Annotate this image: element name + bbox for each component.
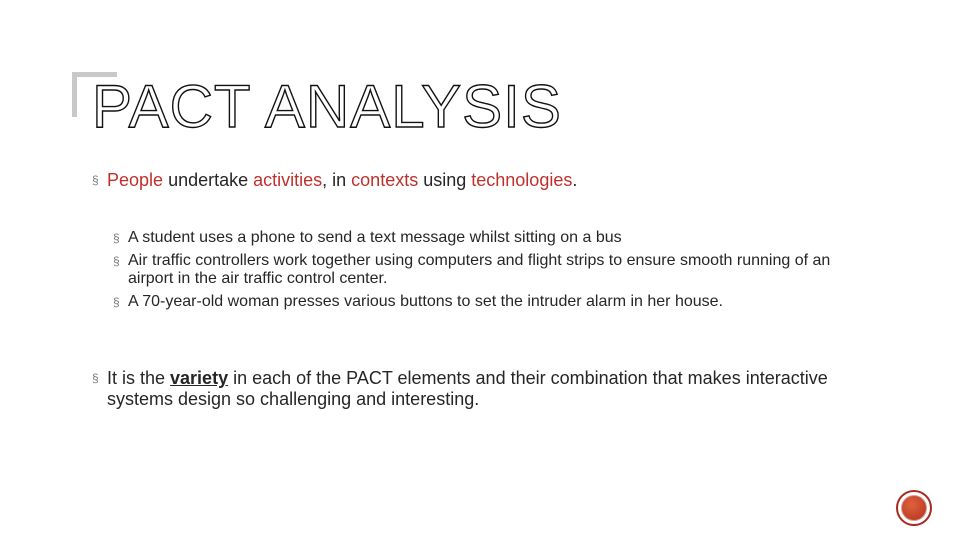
text-fragment: in each of the PACT elements and their combination that makes interactive systems design so challenging and interesting. xyxy=(107,368,828,409)
bullet-pact-definition xyxy=(92,170,852,191)
example-item xyxy=(113,293,833,311)
keyword-contexts: contexts xyxy=(351,170,419,190)
example-text: Air traffic controllers work together using computers and flight strips to ensure smooth running of an airport in the air traffic control center. xyxy=(128,252,831,287)
keyword-variety: variety xyxy=(170,368,229,388)
keyword-technologies: technologies xyxy=(471,170,573,190)
bullet-text xyxy=(92,170,852,191)
example-item xyxy=(113,229,833,247)
bullet-marker: § xyxy=(113,231,120,245)
bullet-marker: § xyxy=(113,254,120,268)
example-item xyxy=(113,252,833,288)
bullet-text xyxy=(92,368,852,410)
example-text: A 70-year-old woman presses various buttons to set the intruder alarm in her house. xyxy=(128,293,723,310)
bullet-marker: § xyxy=(92,371,99,385)
slide-title: PACT ANALYSIS xyxy=(92,73,562,140)
examples-list xyxy=(113,229,833,316)
bullet-marker: § xyxy=(113,295,120,309)
keyword-people: People xyxy=(107,170,164,190)
text-fragment: . xyxy=(572,170,578,190)
slide-nav-button-icon[interactable] xyxy=(896,490,932,526)
circle-button-icon xyxy=(901,495,927,521)
bullet-variety xyxy=(92,368,852,410)
example-text: A student uses a phone to send a text message whilst sitting on a bus xyxy=(128,229,622,246)
text-fragment: undertake xyxy=(163,170,254,190)
text-fragment: It is the xyxy=(107,368,171,388)
text-fragment: , in xyxy=(322,170,352,190)
text-fragment: using xyxy=(418,170,472,190)
bullet-marker: § xyxy=(92,173,99,187)
keyword-activities: activities xyxy=(253,170,323,190)
